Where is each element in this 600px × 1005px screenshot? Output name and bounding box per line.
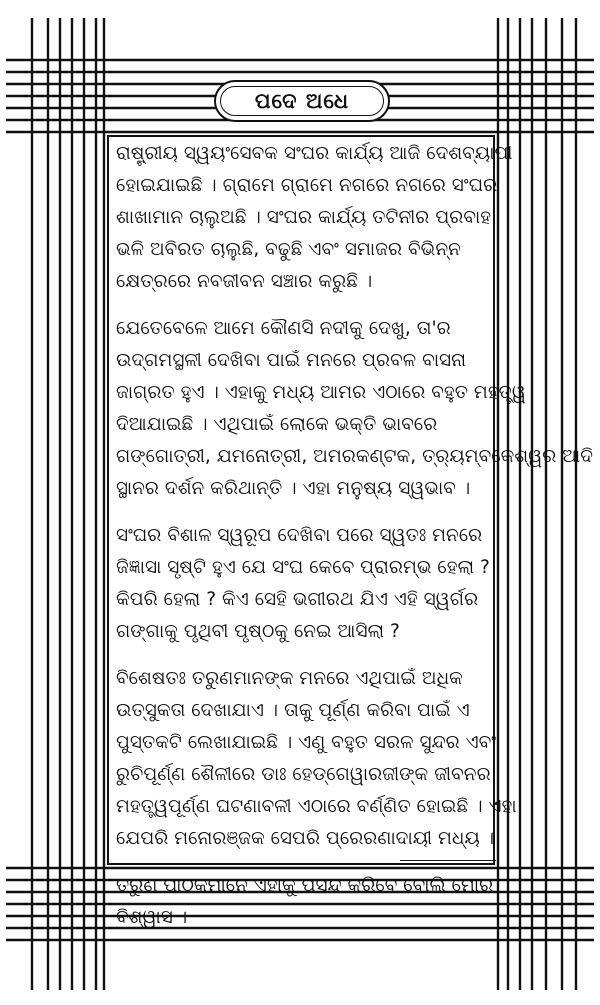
text-line: ରାଷ୍ଟ୍ରୀୟ ସ୍ୱୟଂସେବକ ସଂଘର କାର୍ଯ୍ୟ ଆଜି ଦେଶବ୍ୟାପୀ bbox=[116, 143, 513, 164]
text-line: ଯେତେବେଳେ ଆମେ କୌଣସି ନଦୀକୁ ଦେଖୁ, ତା'ର bbox=[116, 318, 451, 339]
text-line: ଜାଗ୍ରତ ହୁଏ । ଏହାକୁ ମଧ୍ୟ ଆମର ଏଠାରେ ବହୁତ ମହତ୍ତ୍ୱ bbox=[116, 382, 526, 403]
text-line: ଗଙ୍ଗାକୁ ପୃଥିବୀ ପୃଷ୍ଠକୁ ନେଇ ଆସିଲା ? bbox=[116, 621, 400, 642]
text-line: ଜିଜ୍ଞାସା ସୃଷ୍ଟି ହୁଏ ଯେ ସଂଘ କେବେ ପ୍ରାରମ୍ଭ ହେଲା ? bbox=[116, 557, 490, 578]
text-line: ରୁଚିପୂର୍ଣ୍ଣ ଶୈଳୀରେ ଡାଃ ହେଡ୍‌ଗେୱାରଜୀଙ୍କ ଜୀବନର bbox=[116, 764, 491, 785]
text-line: ବିଶ୍ୱାସ । bbox=[116, 907, 188, 928]
text-line: ମହତ୍ତ୍ୱପୂର୍ଣ୍ଣ ଘଟଣାବଳୀ ଏଠାରେ ବର୍ଣ୍ଣିତ ହୋଇଛି । ଏହା bbox=[116, 796, 517, 817]
signature-rule bbox=[400, 860, 496, 861]
page-title: ପଦେ ଅଧେ bbox=[254, 88, 350, 113]
text-line: ହୋଇଯାଇଛି । ଗ୍ରାମେ ଗ୍ରାମେ ନଗରେ ନଗରେ ସଂଘର bbox=[116, 175, 498, 196]
text-line: ପୁସ୍ତକଟି ଲେଖାଯାଇଛି । ଏଣୁ ବହୁତ ସରଳ ସୁନ୍ଦର ଏବଂ bbox=[116, 732, 497, 753]
text-line: ସ୍ଥାନର ଦର୍ଶନ କରିଥାନ୍ତି । ଏହା ମନୁଷ୍ୟ ସ୍ୱଭାବ । bbox=[116, 478, 471, 499]
title-badge bbox=[214, 80, 390, 122]
left-border-rails bbox=[32, 18, 104, 990]
text-line: ଶାଖାମାନ ଚାଲୁଅଛି । ସଂଘର କାର୍ଯ୍ୟ ତଟିନୀର ପ୍ରବାହ bbox=[116, 207, 492, 228]
paragraph bbox=[116, 138, 513, 298]
text-line: ବିଶେଷତଃ ତରୁଣମାନଙ୍କ ମନରେ ଏଥିପାଇଁ ଅଧିକ bbox=[116, 668, 463, 689]
text-line: ଭଳି ଅବିରତ ଚାଲୁଛି, ବଢୁଛି ଏବଂ ସମାଜର ବିଭିନ୍ନ bbox=[116, 239, 461, 260]
text-line: ଉଦ୍‌ଗମସ୍ଥଳୀ ଦେଖିବା ପାଇଁ ମନରେ ପ୍ରବଳ ବାସନା bbox=[116, 350, 467, 371]
text-line: ତରୁଣ ପାଠକମାନେ ଏହାକୁ ପସନ୍ଦ କରିବେ ବୋଲି ମୋର bbox=[116, 875, 494, 896]
text-line: ଯେପରି ମନୋରଞ୍ଜକ ସେପରି ପ୍ରେରଣାଦାୟୀ ମଧ୍ୟ । bbox=[116, 828, 495, 849]
paragraph bbox=[116, 313, 594, 505]
paragraph bbox=[116, 870, 506, 934]
text-line: ଉତ୍ସୁକତା ଦେଖାଯାଏ । ତାକୁ ପୂର୍ଣ୍ଣ କରିବା ପାଇଁ ଏ bbox=[116, 700, 470, 721]
foreword-body bbox=[116, 138, 594, 949]
text-line: ସଂଘର ବିଶାଳ ସ୍ୱରୂପ ଦେଖିବା ପରେ ସ୍ୱତଃ ମନରେ bbox=[116, 525, 483, 546]
text-line: କ୍ଷେତ୍ରରେ ନବଜୀବନ ସଞ୍ଚାର କରୁଛି । bbox=[116, 271, 373, 292]
text-line: କିପରି ହେଲା ? କିଏ ସେହି ଭଗୀରଥ ଯିଏ ଏହି ସ୍ୱର୍ଗର bbox=[116, 589, 479, 610]
text-line: ଦିଆଯାଇଛି । ଏଥିପାଇଁ ଲୋକେ ଭକ୍ତି ଭାବରେ bbox=[116, 414, 438, 435]
paragraph bbox=[116, 663, 517, 855]
text-line: ଗଙ୍ଗୋତ୍ରୀ, ଯମନୋତ୍ରୀ, ଅମରକଣ୍ଟକ, ତ୍ର୍ୟମ୍ବକେଶ୍ୱର ଆଦି bbox=[116, 446, 594, 467]
paragraph bbox=[116, 520, 506, 648]
